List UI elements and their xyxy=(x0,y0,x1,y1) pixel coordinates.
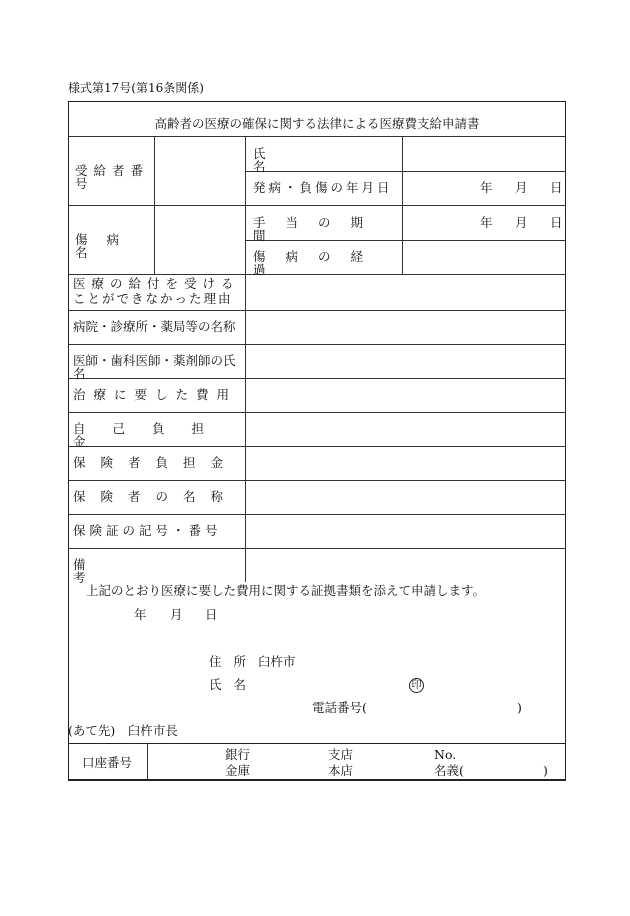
label-insurer-pay: 保険者負担金 xyxy=(73,455,239,470)
addressee: (あて先) 臼杵市長 xyxy=(68,723,178,738)
month-unit: 月 xyxy=(515,215,528,230)
self-pay-field[interactable] xyxy=(246,413,565,446)
bank-account-field[interactable] xyxy=(148,744,565,780)
label-disease-progress: 傷病の経過 xyxy=(253,249,384,277)
disease-progress-field[interactable] xyxy=(403,241,565,274)
bank-account-label: 口座番号 xyxy=(82,755,133,770)
label-name: 氏名 xyxy=(253,146,378,174)
remarks-field[interactable] xyxy=(246,549,565,582)
label-disease-name: 傷病名 xyxy=(75,232,139,260)
year-unit: 年 xyxy=(480,215,493,230)
day-unit: 日 xyxy=(550,215,563,230)
account-holder-close: ) xyxy=(543,763,548,778)
phone-label: 電話番号( xyxy=(312,700,367,715)
seal-mark: 印 xyxy=(409,678,424,693)
bank-type-bottom: 金庫 xyxy=(225,763,251,778)
insurance-card-field[interactable] xyxy=(246,515,565,548)
recipient-number-field[interactable] xyxy=(155,137,244,205)
label-reason-2: ことができなかった理由 xyxy=(73,291,233,306)
treatment-cost-field[interactable] xyxy=(246,379,565,412)
label-self-pay: 自己負担金 xyxy=(73,421,232,449)
name-label: 氏名 xyxy=(209,677,259,692)
day-unit: 日 xyxy=(205,607,218,622)
facility-name-field[interactable] xyxy=(246,311,565,344)
label-facility-name: 病院・診療所・薬局等の名称 xyxy=(73,319,236,334)
label-treatment-cost: 治療に要した費用 xyxy=(73,387,238,402)
label-insurance-card: 保険証の記号・番号 xyxy=(73,523,222,538)
label-doctor-name: 医師・歯科医師・薬剤師の氏名 xyxy=(73,353,236,381)
bank-type-top: 銀行 xyxy=(225,747,251,762)
application-form xyxy=(68,101,566,780)
name-field[interactable] xyxy=(403,137,565,171)
label-treatment-period: 手当の期間 xyxy=(253,215,384,243)
day-unit: 日 xyxy=(550,180,563,195)
label-reason: 医療の給付を受ける xyxy=(73,276,240,291)
branch-type-bottom: 本店 xyxy=(328,763,354,778)
label-remarks: 備考 xyxy=(73,557,227,585)
declaration-text: 上記のとおり医療に要した費用に関する証拠書類を添えて申請します。 xyxy=(86,583,486,598)
address-label: 住所 xyxy=(209,654,259,669)
address-value: 臼杵市 xyxy=(258,654,296,669)
label-onset-date: 発病・負傷の年月日 xyxy=(253,180,393,195)
account-holder-label: 名義( xyxy=(434,763,464,778)
label-insurer-name: 保険者の名称 xyxy=(73,489,239,504)
insurer-name-field[interactable] xyxy=(246,481,565,514)
onset-date-field[interactable] xyxy=(403,172,565,205)
form-number: 様式第17号(第16条関係) xyxy=(68,81,204,95)
bank-account-table xyxy=(68,743,566,781)
year-unit: 年 xyxy=(134,607,147,622)
label-recipient-number: 受給者番号 xyxy=(75,163,150,191)
insurer-pay-field[interactable] xyxy=(246,447,565,480)
month-unit: 月 xyxy=(170,607,183,622)
disease-name-field[interactable] xyxy=(155,206,244,274)
month-unit: 月 xyxy=(515,180,528,195)
branch-type-top: 支店 xyxy=(328,747,354,762)
year-unit: 年 xyxy=(480,180,493,195)
phone-close: ) xyxy=(517,700,522,715)
doctor-name-field[interactable] xyxy=(246,345,565,378)
reason-field[interactable] xyxy=(246,275,565,310)
account-number-label: No. xyxy=(434,747,457,762)
treatment-period-field[interactable] xyxy=(403,206,565,240)
form-title: 高齢者の医療の確保に関する法律による医療費支給申請書 xyxy=(154,116,480,131)
